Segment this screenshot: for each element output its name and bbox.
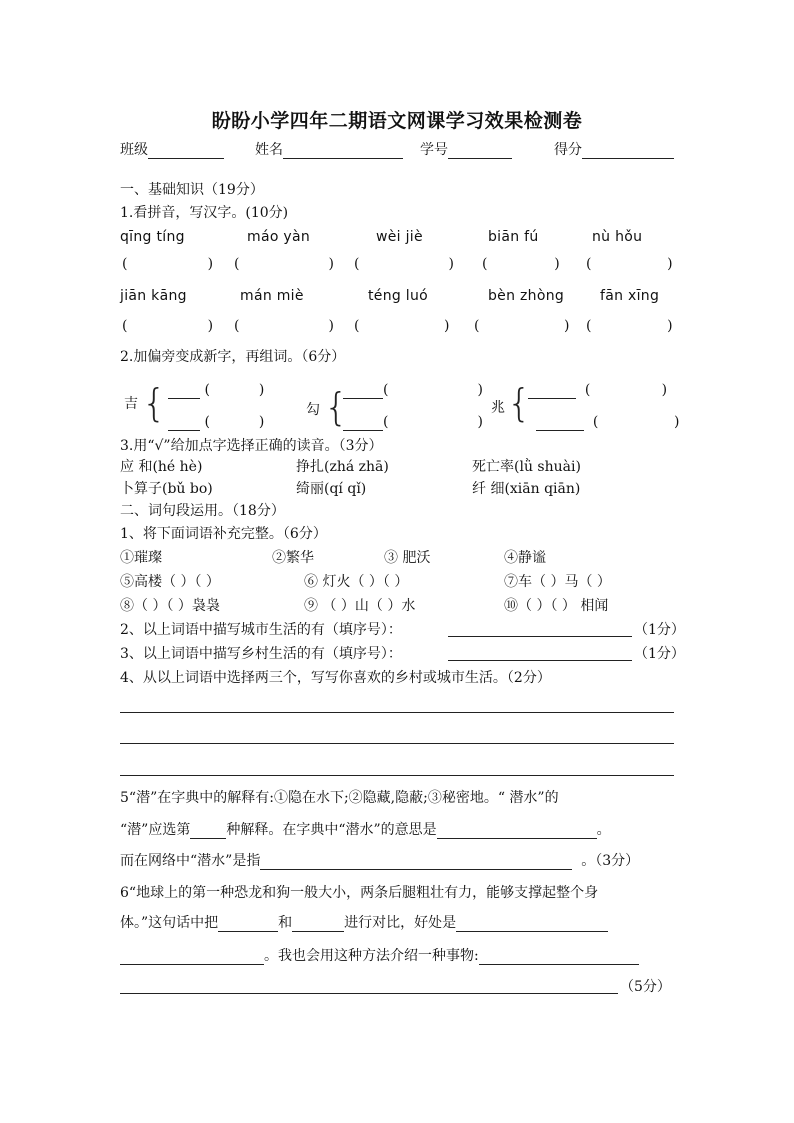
q6-blank-4[interactable] [120, 949, 264, 965]
q6-text-b: 和 [278, 915, 293, 931]
reading-option-5[interactable]: 绮丽(qí qǐ) [296, 481, 367, 497]
pinyin-9: bèn zhòng [488, 288, 565, 304]
number-field[interactable] [448, 143, 512, 159]
brace-icon: { [507, 381, 532, 425]
number-label [420, 141, 512, 159]
word-slot-3[interactable]: ( ) [343, 381, 483, 399]
reading-option-3[interactable]: 死亡率(lǜ shuài) [472, 459, 581, 475]
class-label [120, 141, 224, 159]
q6-text-d: 。我也会用这种方法介绍一种事物: [264, 948, 479, 964]
q6-line1: 6“地球上的第一种恐龙和狗一般大小，两条后腿粗壮有力，能够支撑起整个身 [120, 885, 599, 901]
word-item-10[interactable]: ⑩（ ）（ ） 相闻 [504, 598, 609, 614]
pinyin-8: téng luó [368, 288, 429, 304]
part2-q2-score: （1分） [634, 622, 685, 638]
pinyin-7: mán miè [240, 288, 304, 304]
village-answer-line[interactable] [448, 660, 632, 661]
part2-q3-text: 3、以上词语中描写乡村生活的有（填序号）： [120, 646, 402, 662]
part2-q2-text: 2、以上词语中描写城市生活的有（填序号）： [120, 622, 402, 638]
word-item-7[interactable]: ⑦车（ ）马（ ） [504, 574, 611, 590]
q5-text-e: 。（3分） [581, 853, 640, 869]
pinyin-6: jiān kāng [120, 288, 187, 304]
word-slot-6[interactable]: ( ) [536, 413, 679, 431]
q5-blank-3[interactable] [260, 854, 572, 870]
pinyin-5: nù hǒu [592, 229, 643, 245]
name-text: 姓名 [255, 142, 283, 158]
answer-box-10[interactable]: ( ) [586, 318, 673, 334]
q5-blank-1[interactable] [190, 823, 226, 839]
number-text: 学号 [420, 142, 448, 158]
q6-line3 [120, 947, 639, 965]
q2-heading: 2.加偏旁变成新字，再组词。（6分） [120, 349, 346, 365]
word-slot-5[interactable]: ( ) [528, 381, 667, 399]
q6-blank-6[interactable] [120, 993, 618, 994]
word-slot-1[interactable]: ( ) [168, 381, 264, 399]
page-title: 盼盼小学四年二期语文网课学习效果检测卷 [211, 110, 583, 132]
q6-blank-2[interactable] [292, 916, 344, 932]
q6-blank-5[interactable] [479, 949, 639, 965]
q3-heading: 3.用“√”给加点字选择正确的读音。（3分） [120, 438, 383, 454]
word-item-9[interactable]: ⑨ （ ）山（ ）水 [304, 598, 416, 614]
word-item-2: ②繁华 [272, 550, 314, 566]
q5-blank-2[interactable] [437, 823, 597, 839]
class-text: 班级 [120, 142, 148, 158]
q5-text-d: 而在网络中“潜水”是指 [120, 853, 261, 869]
reading-option-6[interactable]: 纤 细(xiān qiān) [472, 481, 581, 497]
answer-box-4[interactable]: ( ) [482, 256, 560, 272]
q5-line1: 5“潜”在字典中的解释有:①隐在水下;②隐藏,隐蔽;③秘密地。“ 潜水”的 [120, 790, 559, 806]
answer-box-6[interactable]: ( ) [122, 318, 214, 334]
writing-line-2[interactable] [120, 743, 674, 744]
radical-char-1: 吉 [124, 396, 138, 412]
writing-line-1[interactable] [120, 712, 674, 713]
radical-char-3: 兆 [491, 400, 505, 416]
q5-text-a: “潜”应选第 [120, 822, 191, 838]
part1-heading: 一、基础知识（19分） [120, 182, 264, 198]
answer-box-1[interactable]: ( ) [122, 256, 214, 272]
q6-text-c: 进行对比，好处是 [344, 915, 457, 931]
part2-q3-score: （1分） [634, 646, 685, 662]
reading-option-2[interactable]: 挣扎(zhá zhā) [296, 459, 389, 475]
writing-line-3[interactable] [120, 775, 674, 776]
word-item-8[interactable]: ⑧（ ）（ ）袅袅 [120, 598, 220, 614]
name-label [255, 141, 403, 159]
answer-box-3[interactable]: ( ) [354, 256, 454, 272]
pinyin-4: biān fú [488, 229, 539, 245]
name-field[interactable] [283, 143, 403, 159]
q1-heading: 1.看拼音，写汉字。(10分) [120, 205, 289, 221]
part2-q1-heading: 1、将下面词语补充完整。（6分） [120, 526, 327, 542]
answer-box-8[interactable]: ( ) [354, 318, 450, 334]
reading-option-4[interactable]: 卜算子(bǔ bo) [120, 481, 213, 497]
score-text: 得分 [554, 142, 582, 158]
answer-box-5[interactable]: ( ) [586, 256, 673, 272]
answer-box-7[interactable]: ( ) [234, 318, 334, 334]
answer-box-2[interactable]: ( ) [234, 256, 334, 272]
part2-q4-text: 4、从以上词语中选择两三个，写写你喜欢的乡村或城市生活。（2分） [120, 670, 551, 686]
radical-char-2: 勾 [306, 402, 320, 418]
q6-blank-1[interactable] [218, 916, 278, 932]
pinyin-10: fān xīng [600, 288, 660, 304]
word-item-1: ①璀璨 [120, 550, 162, 566]
q5-text-b: 种解释。在字典中“潜水”的意思是 [226, 822, 437, 838]
reading-option-1[interactable]: 应 和(hé hè) [120, 459, 203, 475]
class-field[interactable] [148, 143, 224, 159]
word-item-3: ③ 肥沃 [384, 550, 431, 566]
brace-icon: { [142, 381, 167, 425]
score-label [554, 141, 674, 159]
pinyin-2: máo yàn [247, 229, 311, 245]
answer-box-9[interactable]: ( ) [474, 318, 570, 334]
word-slot-2[interactable]: ( ) [168, 413, 264, 431]
q6-line2 [120, 914, 608, 932]
part2-heading: 二、词句段运用。（18分） [120, 503, 285, 519]
q6-score: （5分） [620, 979, 671, 995]
score-field[interactable] [582, 143, 674, 159]
q6-text-a: 体。”这句话中把 [120, 915, 219, 931]
q5-line3 [120, 852, 639, 870]
word-item-5[interactable]: ⑤高楼（ ）（ ） [120, 574, 220, 590]
q5-text-c: 。 [596, 822, 611, 838]
q5-line2 [120, 821, 611, 839]
q6-blank-3[interactable] [456, 916, 608, 932]
word-item-6[interactable]: ⑥ 灯火（ ）（ ） [304, 574, 409, 590]
word-slot-4[interactable]: ( ) [343, 413, 483, 431]
brace-icon: { [324, 385, 349, 429]
pinyin-3: wèi jiè [376, 229, 423, 245]
word-item-4: ④静谧 [504, 550, 546, 566]
city-answer-line[interactable] [448, 636, 632, 637]
pinyin-1: qīng tíng [120, 229, 185, 245]
